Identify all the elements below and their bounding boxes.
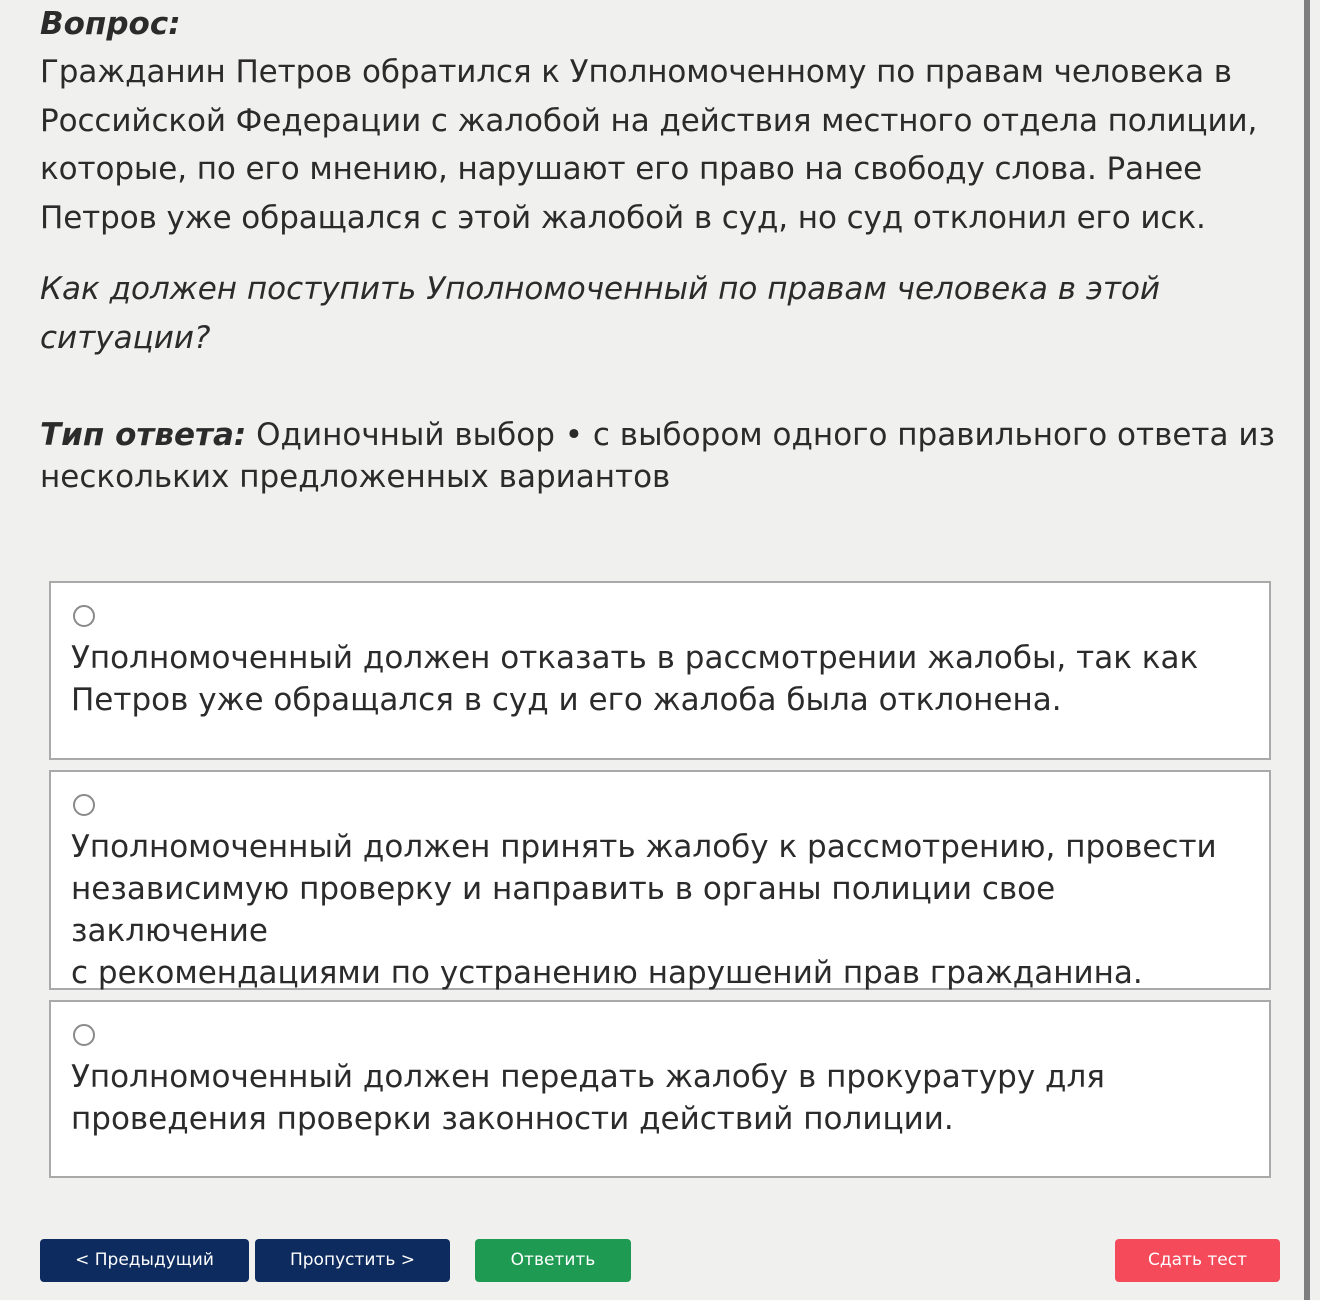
answer-options (49, 581, 1271, 1178)
option-text (71, 637, 1249, 721)
question-text-line: которые, по его мнению, нарушают его право на свободу слова. Ранее (40, 151, 1203, 188)
answer-type-value-cont: нескольких предложенных вариантов (40, 459, 671, 496)
option-text-line: Петров уже обращался в суд и его жалоба была отклонена. (71, 682, 1062, 718)
question-text-line: Петров уже обращался с этой жалобой в суд, но суд отклонил его иск. (40, 200, 1206, 237)
radio-button[interactable] (73, 794, 95, 816)
question-block (40, 0, 1285, 498)
scrollbar-thumb[interactable] (1304, 0, 1310, 1300)
option-text (71, 1056, 1249, 1140)
radio-button[interactable] (73, 1024, 95, 1046)
submit-test-button[interactable]: Сдать тест (1115, 1239, 1280, 1282)
answer-option-2[interactable] (49, 770, 1271, 990)
option-text-line: независимую проверку и направить в органы полиции свое заключение (71, 871, 1056, 949)
answer-button[interactable]: Ответить (475, 1239, 631, 1282)
option-text-line: Уполномоченный должен передать жалобу в прокуратуру для (71, 1059, 1105, 1095)
answer-option-1[interactable] (49, 581, 1271, 760)
question-label: Вопрос: (40, 6, 181, 42)
option-text-line: проведения проверки законности действий полиции. (71, 1101, 954, 1137)
question-text-line: Российской Федерации с жалобой на действия местного отдела полиции, (40, 102, 1258, 139)
option-text (71, 826, 1249, 994)
question-prompt (40, 265, 1285, 362)
question-text-line: Гражданин Петров обратился к Уполномоченному по правам человека в (40, 54, 1232, 90)
question-prompt-line: Как должен поступить Уполномоченный по правам человека в этой (40, 270, 1161, 307)
previous-button[interactable]: < Предыдущий (40, 1239, 249, 1282)
option-text-line: с рекомендациями по устранению нарушений прав гражданина. (71, 955, 1143, 991)
scrollbar[interactable] (1300, 0, 1320, 1300)
answer-type-label: Тип ответа: (40, 417, 247, 454)
question-text (40, 48, 1285, 243)
option-text-line: Уполномоченный должен отказать в рассмотрении жалобы, так как (71, 640, 1199, 676)
question-prompt-line: ситуации? (40, 319, 211, 356)
answer-type-value: Одиночный выбор • с выбором одного правильного ответа из (246, 417, 1275, 454)
skip-button[interactable]: Пропустить > (255, 1239, 450, 1282)
answer-type (40, 414, 1285, 498)
option-text-line: Уполномоченный должен принять жалобу к рассмотрению, провести (71, 829, 1217, 865)
answer-option-3[interactable] (49, 1000, 1271, 1178)
radio-button[interactable] (73, 605, 95, 627)
